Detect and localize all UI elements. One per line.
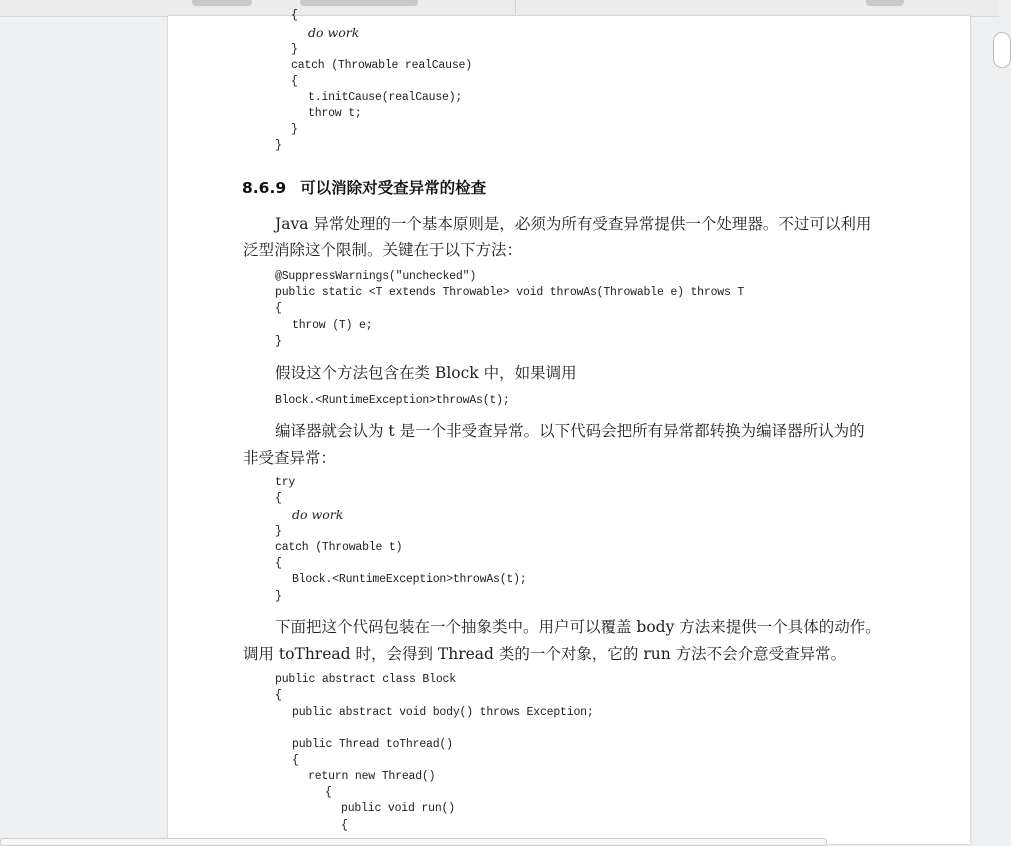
toolbar-chip[interactable] — [300, 0, 418, 6]
code-line: catch (Throwable t) — [275, 541, 403, 554]
paragraph-line: 非受查异常： — [243, 449, 337, 467]
code-line: public static <T extends Throwable> void throwAs(Throwable e) throws T — [275, 286, 745, 299]
code-line: public abstract class Block — [275, 673, 456, 686]
code-line: throw t; — [308, 107, 362, 120]
code-line: { — [291, 75, 298, 88]
code-line: { — [292, 754, 299, 767]
section-number: 8.6.9 — [242, 179, 287, 197]
document-page — [168, 9, 970, 844]
code-line: { — [275, 492, 282, 505]
toolbar-divider — [515, 0, 516, 14]
code-line: { — [341, 819, 348, 832]
code-line: { — [275, 557, 282, 570]
code-italic-placeholder: do work — [292, 507, 344, 522]
paragraph-line: 下面把这个代码包装在一个抽象类中。用户可以覆盖 body 方法来提供一个具体的动作。 — [275, 618, 881, 636]
code-line: { — [325, 786, 332, 799]
code-line: } — [275, 525, 282, 538]
code-line: public Thread toThread() — [292, 738, 453, 751]
code-line: } — [275, 139, 282, 152]
paragraph-line: 编译器就会认为 t 是一个非受查异常。以下代码会把所有异常都转换为编译器所认为的 — [275, 422, 865, 440]
toolbar-chip[interactable] — [866, 0, 904, 6]
code-line: { — [275, 689, 282, 702]
toolbar-chip[interactable] — [192, 0, 252, 6]
paragraph-line: Java 异常处理的一个基本原则是，必须为所有受查异常提供一个处理器。不过可以利用 — [275, 215, 872, 233]
code-line: } — [275, 590, 282, 603]
code-line: { — [291, 9, 298, 22]
section-heading — [242, 176, 486, 198]
code-line: try — [275, 476, 296, 489]
code-line: throw (T) e; — [292, 319, 373, 332]
code-line: return new Thread() — [308, 770, 436, 783]
browser-top-bar — [0, 0, 999, 17]
code-line: Block.<RuntimeException>throwAs(t); — [292, 573, 527, 586]
code-line: catch (Throwable realCause) — [291, 59, 472, 72]
code-line: t.initCause(realCause); — [308, 91, 463, 104]
paragraph-line: 调用 toThread 时，会得到 Thread 类的一个对象，它的 run 方法不会介意受查异常。 — [243, 645, 847, 663]
paragraph-line: 假设这个方法包含在类 Block 中，如果调用 — [275, 364, 577, 382]
horizontal-scrollbar[interactable] — [0, 838, 827, 846]
code-line: public abstract void body() throws Exception; — [292, 706, 594, 719]
code-line: Block.<RuntimeException>throwAs(t); — [275, 394, 510, 407]
code-line: } — [291, 123, 298, 136]
code-line: public void run() — [341, 802, 455, 815]
code-line: } — [275, 335, 282, 348]
code-line: @SuppressWarnings("unchecked") — [275, 270, 477, 283]
section-title: 可以消除对受查异常的检查 — [300, 179, 487, 197]
code-line: { — [275, 302, 282, 315]
code-italic-placeholder: do work — [308, 25, 360, 40]
side-panel-toggle[interactable] — [993, 32, 1011, 68]
code-line: } — [291, 43, 298, 56]
paragraph-line: 泛型消除这个限制。关键在于以下方法： — [243, 241, 523, 259]
